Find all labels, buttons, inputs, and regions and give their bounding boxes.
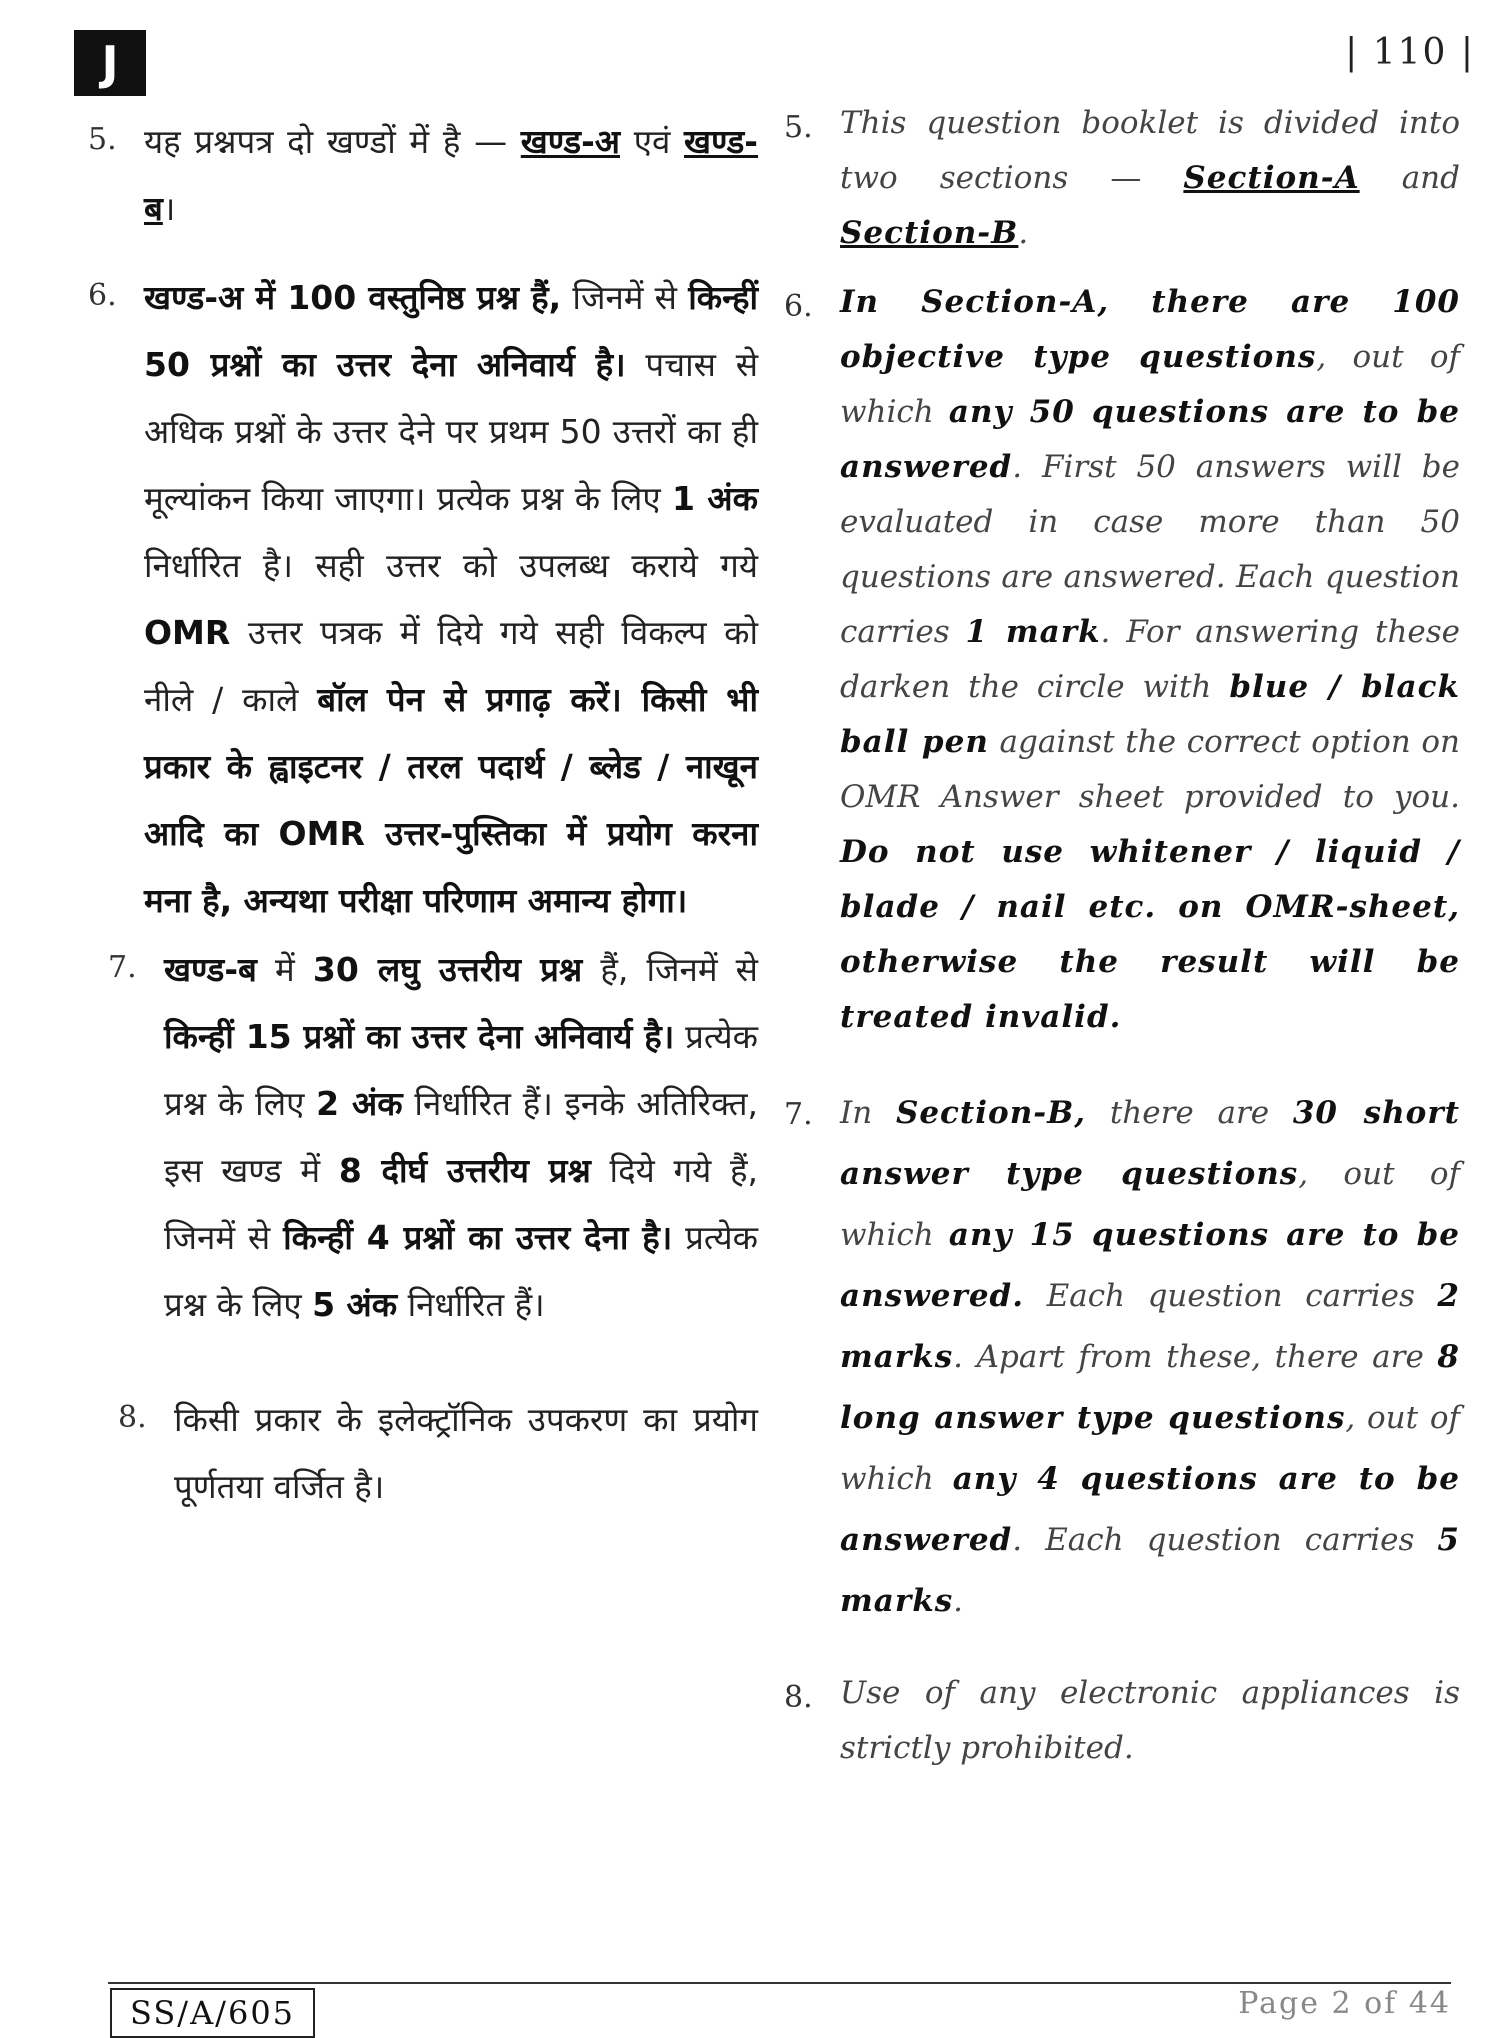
hindi-instructions-column	[88, 108, 758, 1520]
instruction-text-run: यह प्रश्नपत्र दो खण्डों में है —	[144, 122, 521, 161]
instruction-number: 5.	[784, 110, 813, 145]
instruction-text-run: निर्धारित हैं। इनके अतिरिक्त, इस खण्ड में	[164, 1084, 758, 1190]
instruction-text-run: , out of which	[840, 1156, 1460, 1253]
page-code: | 110 |	[1345, 32, 1475, 73]
emphasized-text: 8 long answer type questions	[840, 1339, 1460, 1436]
instruction-text	[840, 1083, 1460, 1632]
instruction-text-run: .	[1018, 215, 1029, 251]
english-instruction-6	[784, 275, 1460, 1045]
instruction-text-run: This question booklet is divided into two sections —	[840, 105, 1460, 196]
paper-code: SS/A/605	[110, 1988, 315, 2038]
instruction-text-run: . First 50 answers will be evaluated in case more than 50 questions are answered. Each question carries	[840, 449, 1460, 650]
emphasized-text: 2 अंक	[316, 1084, 403, 1123]
instruction-text-run: . Each question carries	[1012, 1522, 1438, 1558]
emphasized-text: 1 अंक	[672, 479, 758, 518]
instruction-text-run: में	[256, 950, 313, 989]
emphasized-text: 2 marks	[840, 1278, 1460, 1375]
instruction-number: 7.	[108, 950, 137, 985]
instruction-number: 8.	[118, 1400, 147, 1435]
instruction-number: 7.	[784, 1097, 813, 1132]
emphasized-text: 5 marks	[840, 1522, 1460, 1619]
booklet-series-badge: J	[74, 30, 146, 96]
emphasized-text: Section-B,	[895, 1095, 1087, 1131]
instruction-text	[840, 96, 1460, 261]
emphasized-text: 8 दीर्घ उत्तरीय प्रश्न	[338, 1151, 591, 1190]
emphasized-text: खण्ड-ब	[144, 122, 759, 228]
instruction-text-run: against the correct option on OMR Answer sheet provided to you.	[840, 724, 1461, 815]
instruction-text-run: दिये गये हैं, जिनमें से	[164, 1151, 758, 1257]
instruction-number: 8.	[784, 1680, 813, 1715]
instruction-number: 5.	[88, 122, 117, 157]
instruction-text	[164, 936, 758, 1338]
instruction-text-run: In	[840, 1095, 896, 1131]
instruction-text-run: किसी प्रकार के इलेक्ट्रॉनिक उपकरण का प्रयोग पूर्णतया वर्जित है।	[174, 1400, 758, 1506]
hindi-instruction-7	[108, 936, 758, 1338]
instruction-text-run: प्रत्येक प्रश्न के लिए	[164, 1017, 758, 1123]
instruction-text	[840, 1666, 1460, 1776]
instruction-text-run: . For answering these darken the circle with	[840, 614, 1461, 705]
emphasized-text: किन्हीं 50 प्रश्नों का उत्तर देना अनिवार्य है।	[144, 278, 759, 384]
hindi-instruction-8	[118, 1386, 758, 1520]
instruction-text	[174, 1386, 758, 1520]
instruction-text-run: .	[953, 1583, 964, 1619]
instruction-text-run: उत्तर पत्रक में दिये गये सही विकल्प को नीले / काले	[144, 613, 758, 719]
english-instructions-column	[784, 96, 1460, 1776]
instruction-text-run: . Apart from these, there are	[953, 1339, 1438, 1375]
instruction-text-run: निर्धारित हैं।	[397, 1285, 545, 1324]
instruction-text	[144, 108, 758, 242]
emphasized-text: खण्ड-ब	[164, 950, 257, 989]
instruction-text	[840, 275, 1460, 1045]
emphasized-text: बॉल पेन से प्रगाढ़ करें। किसी भी प्रकार के ह्वाइटनर / तरल पदार्थ / ब्लेड / नाखून आदि का OMR उत्तर-पुस्तिका में प्रयोग करना मना है, अन्यथा परीक्षा परिणाम अमान्य होगा।	[144, 680, 758, 920]
instruction-text-run: there are	[1086, 1095, 1293, 1131]
instruction-text-run: Each question carries	[1024, 1278, 1438, 1314]
emphasized-text: किन्हीं 15 प्रश्नों का उत्तर देना अनिवार्य है।	[164, 1017, 675, 1056]
emphasized-text: Do not use whitener / liquid / blade / nail etc. on OMR-sheet, otherwise the result will be treated invalid.	[840, 834, 1460, 1035]
emphasized-text: any 15 questions are to be answered.	[840, 1217, 1460, 1314]
instruction-number: 6.	[88, 278, 117, 313]
instruction-number: 6.	[784, 289, 813, 324]
instruction-text-run: निर्धारित है। सही उत्तर को उपलब्ध कराये गये	[144, 546, 758, 585]
instruction-text-run: , out of which	[840, 1400, 1460, 1497]
page-number: Page 2 of 44	[1238, 1986, 1451, 2021]
emphasized-text: 30 लघु उत्तरीय प्रश्न	[312, 950, 583, 989]
instruction-text-run: हैं, जिनमें से	[582, 950, 758, 989]
instruction-text-run: and	[1359, 160, 1460, 196]
instruction-text-run: जिनमें से	[561, 278, 689, 317]
emphasized-text: any 50 questions are to be answered	[840, 394, 1460, 485]
instruction-text-run: ।	[162, 189, 176, 228]
emphasized-text: 5 अंक	[312, 1285, 398, 1324]
emphasized-text: किन्हीं 4 प्रश्नों का उत्तर देना है।	[283, 1218, 673, 1257]
emphasized-text: खण्ड-अ में 100 वस्तुनिष्ठ प्रश्न हैं,	[144, 278, 562, 317]
instruction-text	[144, 264, 758, 934]
instruction-text-run: प्रत्येक प्रश्न के लिए	[164, 1218, 758, 1324]
emphasized-text: 1 mark	[965, 614, 1101, 650]
instruction-text-run: एवं	[620, 122, 684, 161]
hindi-instruction-6	[88, 264, 758, 934]
english-instruction-5	[784, 96, 1460, 261]
instruction-text-run: Use of any electronic appliances is strictly prohibited.	[840, 1675, 1460, 1766]
emphasized-text: Section-A	[1183, 160, 1360, 196]
hindi-instruction-5	[88, 108, 758, 242]
emphasized-text: Section-B	[840, 215, 1019, 251]
emphasized-text: In Section-A, there are 100 objective type questions	[840, 284, 1460, 375]
emphasized-text: 30 short answer type questions	[840, 1095, 1460, 1192]
english-instruction-8	[784, 1666, 1460, 1776]
emphasized-text: खण्ड-अ	[520, 122, 620, 161]
emphasized-text: blue / black ball pen	[840, 669, 1460, 760]
instruction-text-run: , out of which	[840, 339, 1460, 430]
emphasized-text: OMR	[144, 613, 231, 652]
instruction-text-run: पचास से अधिक प्रश्नों के उत्तर देने पर प्रथम 50 उत्तरों का ही मूल्यांकन किया जाएगा। प्रत्येक प्रश्न के लिए	[144, 345, 759, 518]
emphasized-text: any 4 questions are to be answered	[840, 1461, 1460, 1558]
footer-divider	[108, 1982, 1451, 1984]
english-instruction-7	[784, 1083, 1460, 1632]
